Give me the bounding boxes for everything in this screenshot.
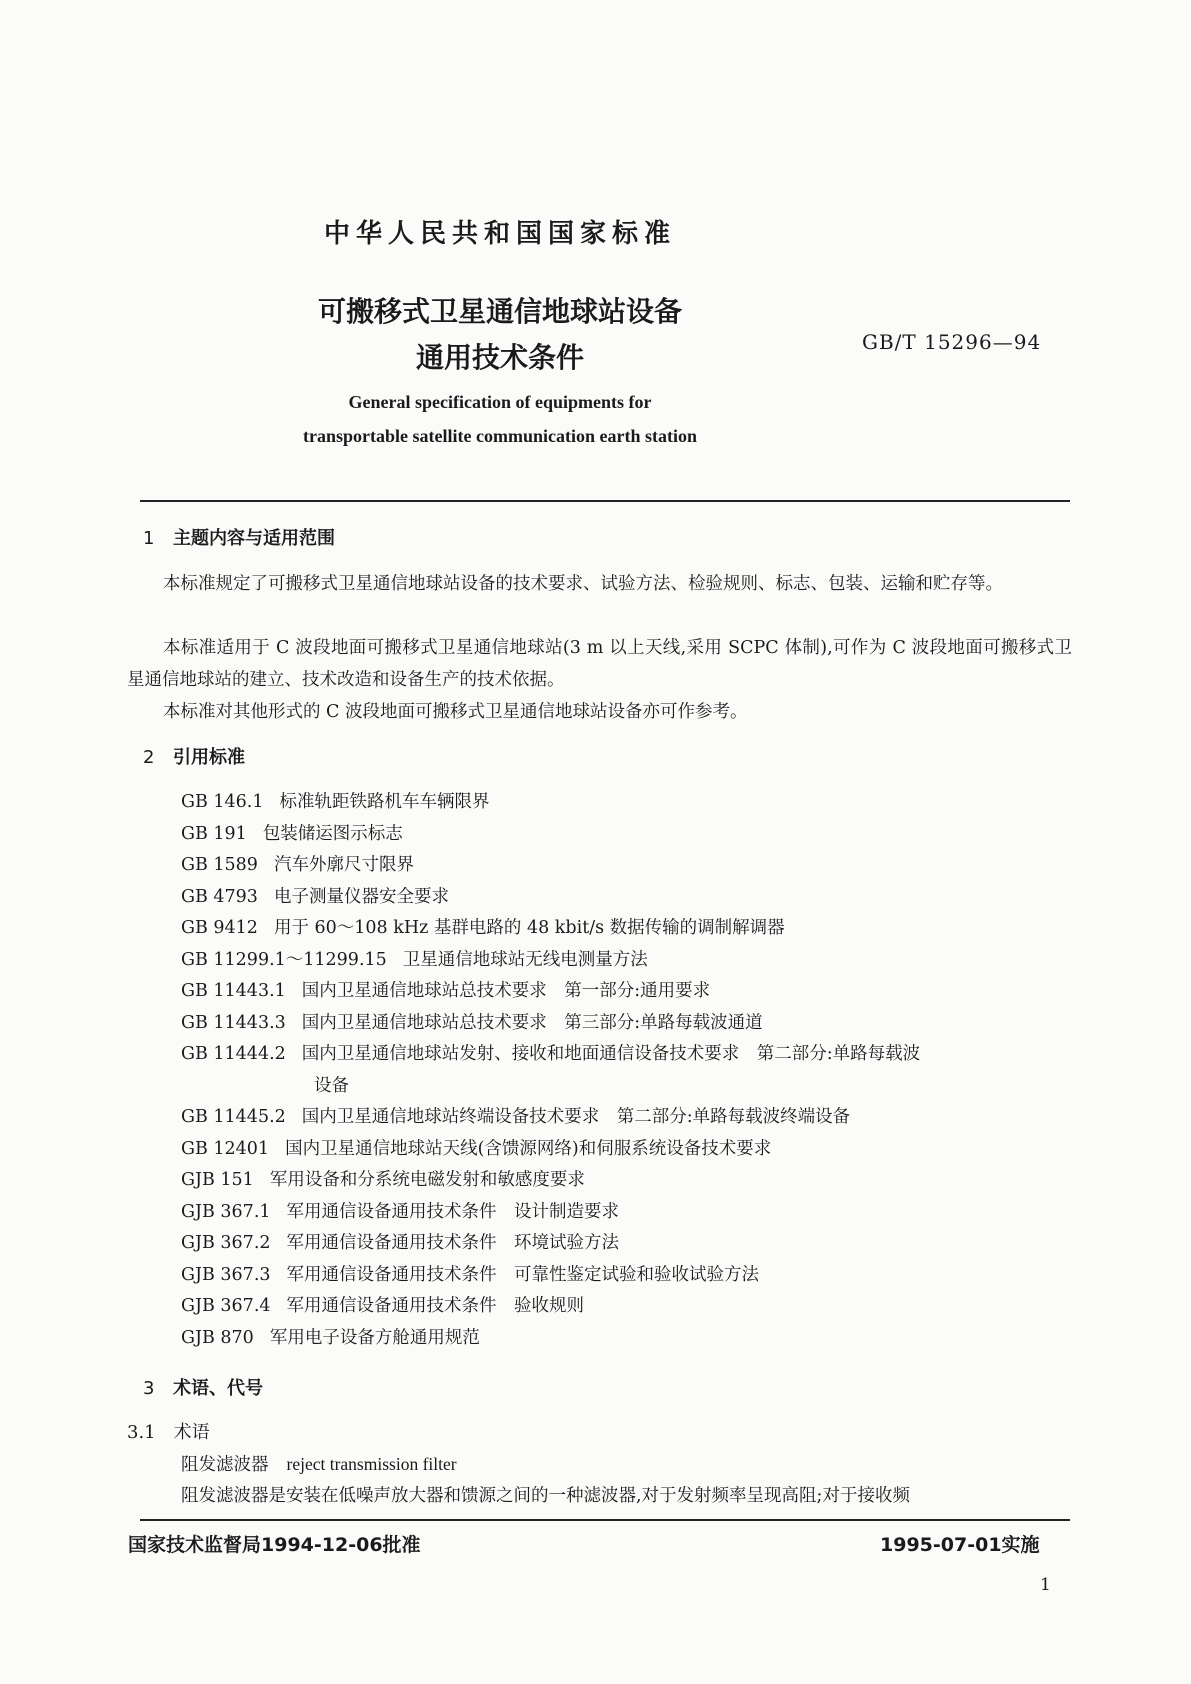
term-english: reject transmission filter [286, 1454, 457, 1474]
reference-code: GJB 367.2 [181, 1233, 271, 1253]
reference-code: GB 11443.1 [181, 981, 286, 1001]
reference-item [181, 1291, 920, 1323]
reference-title: 设备 [314, 1075, 349, 1096]
section-number: 2 [143, 747, 155, 768]
header-divider [140, 500, 1070, 502]
reference-title: 电子测量仪器安全要求 [273, 886, 449, 907]
subsection-title: 术语 [173, 1422, 210, 1443]
reference-title: 军用设备和分系统电磁发射和敏感度要求 [269, 1170, 585, 1190]
reference-item [181, 1102, 920, 1134]
reference-title: 卫星通信地球站无线电测量方法 [402, 949, 648, 970]
reference-code: GJB 367.4 [181, 1296, 271, 1316]
reference-code: GJB 367.1 [181, 1201, 271, 1222]
reference-title: 国内卫星通信地球站发射、接收和地面通信设备技术要求 第二部分:单路每载波 [301, 1044, 921, 1064]
reference-title: 标准轨距铁路机车车辆限界 [279, 792, 490, 812]
paragraph: 本标准适用于 C 波段地面可搬移式卫星通信地球站(3 m 以上天线,采用 SCPC 体制),可作为 C 波段地面可搬移式卫星通信地球站的建立、技术改造和设备生产的技术依据。 [127, 638, 1072, 690]
reference-list [181, 787, 920, 1354]
reference-item [181, 913, 920, 945]
paragraph: 本标准规定了可搬移式卫星通信地球站设备的技术要求、试验方法、检验规则、标志、包装、运输和贮存等。 [163, 574, 1003, 594]
reference-item [181, 787, 920, 819]
reference-title: 国内卫星通信地球站天线(含馈源网络)和伺服系统设备技术要求 [285, 1138, 772, 1159]
reference-item-continuation [181, 1071, 920, 1103]
reference-code: GB 11444.2 [181, 1044, 286, 1064]
reference-code: GB 191 [181, 823, 247, 844]
page-number: 1 [1040, 1575, 1051, 1595]
reference-title: 军用通信设备通用技术条件 设计制造要求 [286, 1201, 620, 1222]
section-number: 3 [143, 1378, 155, 1399]
reference-code: GB 9412 [181, 918, 258, 938]
reference-code: GB 12401 [181, 1138, 270, 1159]
reference-code: GJB 151 [181, 1170, 254, 1190]
section-2-heading [143, 743, 245, 769]
reference-item [181, 1197, 920, 1229]
subsection-3-1-heading [127, 1418, 210, 1444]
section-title: 术语、代号 [173, 1378, 263, 1399]
title-en-line2: transportable satellite communication earth station [303, 426, 697, 446]
reference-title: 军用通信设备通用技术条件 环境试验方法 [286, 1233, 620, 1253]
subsection-number: 3.1 [127, 1422, 156, 1443]
title-cn-line1: 可搬移式卫星通信地球站设备 [317, 295, 682, 328]
reference-title: 军用通信设备通用技术条件 验收规则 [286, 1296, 585, 1316]
standard-number: GB/T 15296—94 [862, 330, 1042, 354]
reference-code: GB 4793 [181, 886, 258, 907]
section-title: 主题内容与适用范围 [173, 528, 335, 549]
reference-item [181, 1165, 920, 1197]
reference-code: GB 11443.3 [181, 1012, 286, 1033]
reference-code: GB 11299.1～11299.15 [181, 949, 387, 970]
reference-code: GB 11445.2 [181, 1107, 286, 1127]
reference-item [181, 1323, 920, 1355]
reference-item [181, 1260, 920, 1292]
reference-code: GB 146.1 [181, 792, 264, 812]
reference-item [181, 1134, 920, 1166]
title-en-line1: General specification of equipments for [348, 392, 652, 412]
reference-title: 军用电子设备方舱通用规范 [269, 1327, 480, 1348]
reference-item [181, 976, 920, 1008]
reference-item [181, 882, 920, 914]
reference-item [181, 1039, 920, 1071]
term-definition: 阻发滤波器是安装在低噪声放大器和馈源之间的一种滤波器,对于发射频率呈现高阻;对于接收频 [181, 1486, 910, 1506]
reference-title: 汽车外廓尺寸限界 [273, 855, 414, 875]
reference-code: GJB 367.3 [181, 1264, 271, 1285]
reference-item [181, 1008, 920, 1040]
approval-date: 国家技术监督局1994-12-06批准 [128, 1534, 421, 1556]
footer-divider [140, 1519, 1070, 1521]
section-number: 1 [143, 528, 155, 549]
reference-title: 军用通信设备通用技术条件 可靠性鉴定试验和验收试验方法 [286, 1264, 760, 1285]
term-chinese: 阻发滤波器 [181, 1455, 269, 1475]
national-standard-header: 中华人民共和国国家标准 [323, 219, 676, 249]
reference-title: 国内卫星通信地球站总技术要求 第一部分:通用要求 [301, 981, 711, 1001]
reference-item [181, 1228, 920, 1260]
reference-item [181, 850, 920, 882]
reference-title: 包装储运图示标志 [262, 823, 403, 844]
reference-title: 用于 60～108 kHz 基群电路的 48 kbit/s 数据传输的调制解调器 [273, 918, 785, 938]
reference-item [181, 945, 920, 977]
title-cn-line2: 通用技术条件 [415, 341, 584, 374]
reference-title: 国内卫星通信地球站总技术要求 第三部分:单路每载波通道 [301, 1012, 763, 1033]
paragraph: 本标准对其他形式的 C 波段地面可搬移式卫星通信地球站设备亦可作参考。 [163, 702, 748, 722]
reference-code: GJB 870 [181, 1327, 254, 1348]
section-3-heading [143, 1374, 263, 1400]
reference-item [181, 819, 920, 851]
term-entry [181, 1451, 457, 1476]
section-title: 引用标准 [173, 747, 245, 768]
reference-title: 国内卫星通信地球站终端设备技术要求 第二部分:单路每载波终端设备 [301, 1107, 851, 1127]
section-1-heading [143, 524, 335, 550]
implementation-date: 1995-07-01实施 [880, 1534, 1040, 1556]
reference-code: GB 1589 [181, 855, 258, 875]
